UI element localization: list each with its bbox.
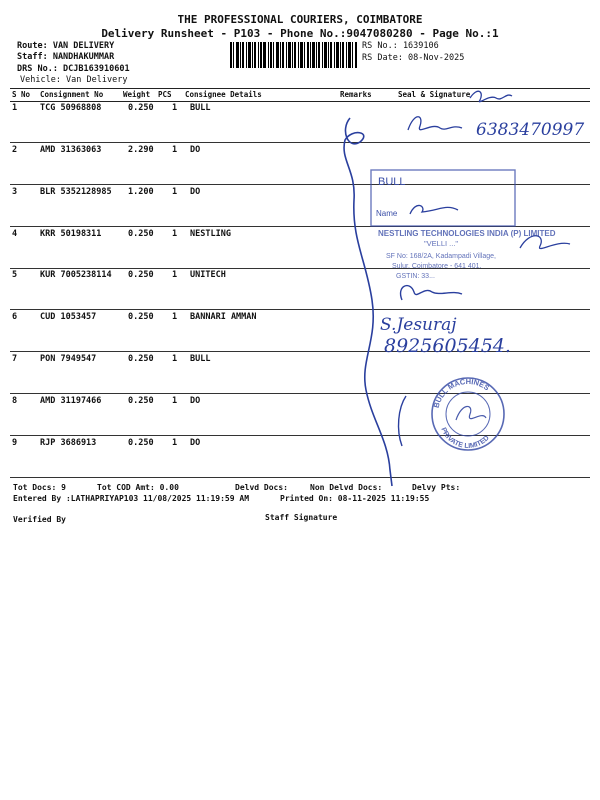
row-consignee: DO xyxy=(190,187,201,197)
phone-number-2: 8925605454. xyxy=(384,335,511,357)
drs-number: DRS No.: DCJB163910601 xyxy=(17,64,130,74)
table-row xyxy=(10,101,590,143)
staff-label: Staff: NANDHAKUMMAR xyxy=(17,52,115,62)
row-pcs: 1 xyxy=(172,187,178,197)
table-row xyxy=(10,227,590,269)
vehicle-label: Vehicle: Van Delivery xyxy=(20,75,128,85)
col-weight: Weight xyxy=(123,90,151,99)
row-weight: 0.250 xyxy=(128,396,154,406)
row-consignee: DO xyxy=(190,438,201,448)
phone-number-1: 6383470997 xyxy=(476,120,585,140)
row-sno: 3 xyxy=(12,187,18,197)
row-weight: 0.250 xyxy=(128,354,154,364)
nestling-company: NESTLING TECHNOLOGIES INDIA (P) LIMITED xyxy=(378,229,556,238)
row-weight: 0.250 xyxy=(128,270,154,280)
row-consignee: DO xyxy=(190,396,201,406)
seal-bottom-text: PRIVATE LIMITED xyxy=(439,426,491,451)
table-row xyxy=(10,268,590,310)
row-consignment: CUD 1053457 xyxy=(40,312,97,322)
row-consignment: RJP 3686913 xyxy=(40,438,97,448)
rs-date: RS Date: 08-Nov-2025 xyxy=(362,53,465,63)
printed-on: Printed On: 08-11-2025 11:19:55 xyxy=(280,494,430,503)
row-consignment: KRR 50198311 xyxy=(40,229,102,239)
col-consignment: Consignment No xyxy=(40,90,104,99)
receiver-name: S.Jesuraj xyxy=(380,315,457,335)
route-label: Route: VAN DELIVERY xyxy=(17,41,115,51)
table-header xyxy=(10,88,590,102)
row-pcs: 1 xyxy=(172,270,178,280)
row-sno: 2 xyxy=(12,145,18,155)
row-consignee: BULL xyxy=(190,354,211,364)
row-pcs: 1 xyxy=(172,229,178,239)
row-sno: 7 xyxy=(12,354,18,364)
row-sno: 1 xyxy=(12,103,18,113)
row-weight: 1.200 xyxy=(128,187,154,197)
nestling-address-1: SF No: 168/2A, Kadampadi Village, xyxy=(386,253,496,260)
delvy-pts: Delvy Pts: xyxy=(412,483,461,492)
runsheet-title: Delivery Runsheet - P103 - Phone No.:9047080280 - Page No.:1 xyxy=(101,27,499,40)
delvd-docs: Delvd Docs: xyxy=(235,483,288,492)
table-row xyxy=(10,394,590,436)
row-pcs: 1 xyxy=(172,145,178,155)
seal-top-text: BULL MACHINES xyxy=(431,376,492,409)
row-consignment: PON 7949547 xyxy=(40,354,97,364)
col-pcs: PCS xyxy=(158,90,172,99)
row-sno: 6 xyxy=(12,312,18,322)
row-pcs: 1 xyxy=(172,438,178,448)
col-seal-signature: Seal & Signature xyxy=(398,90,471,99)
nestling-gstin: GSTIN: 33... xyxy=(396,273,435,280)
table-row xyxy=(10,185,590,227)
row-pcs: 1 xyxy=(172,312,178,322)
nestling-address-2: Sulur, Coimbatore - 641 401. xyxy=(392,263,482,270)
row-weight: 0.250 xyxy=(128,229,154,239)
row-consignment: AMD 31363063 xyxy=(40,145,102,155)
row-pcs: 1 xyxy=(172,354,178,364)
tot-cod-amt: Tot COD Amt: 0.00 xyxy=(97,483,179,492)
row-pcs: 1 xyxy=(172,103,178,113)
barcode-image xyxy=(230,42,358,68)
col-consignee: Consignee Details xyxy=(185,90,262,99)
table-row xyxy=(10,352,590,394)
table-row xyxy=(10,310,590,352)
rs-number: RS No.: 1639106 xyxy=(362,41,439,51)
row-consignee: UNITECH xyxy=(190,270,226,280)
row-sno: 5 xyxy=(12,270,18,280)
row-consignment: BLR 5352128985 xyxy=(40,187,112,197)
table-row xyxy=(10,436,590,478)
bull-stamp-title: BULL xyxy=(378,176,406,188)
col-sno: S No xyxy=(12,90,31,99)
row-consignee: BULL xyxy=(190,103,211,113)
row-weight: 0.250 xyxy=(128,312,154,322)
row-consignment: KUR 7005238114 xyxy=(40,270,112,280)
verified-by: Verified By xyxy=(13,515,66,524)
entered-by: Entered By :LATHAPRIYAP103 11/08/2025 11:19:59 AM xyxy=(13,494,250,503)
row-consignment: AMD 31197466 xyxy=(40,396,102,406)
company-title: THE PROFESSIONAL COURIERS, COIMBATORE xyxy=(177,13,423,26)
non-delvd-docs: Non Delvd Docs: xyxy=(310,483,383,492)
bull-stamp-name: Name xyxy=(376,209,398,218)
row-sno: 9 xyxy=(12,438,18,448)
row-weight: 0.250 xyxy=(128,438,154,448)
staff-signature: Staff Signature xyxy=(265,513,338,522)
tot-docs: Tot Docs: 9 xyxy=(13,483,66,492)
row-consignee: BANNARI AMMAN xyxy=(190,312,257,322)
row-consignee: NESTLING xyxy=(190,229,231,239)
table-row xyxy=(10,143,590,185)
row-consignment: TCG 50968808 xyxy=(40,103,102,113)
col-remarks: Remarks xyxy=(340,90,372,99)
nestling-unit: "VELLI ..." xyxy=(424,239,459,248)
row-consignee: DO xyxy=(190,145,201,155)
row-weight: 2.290 xyxy=(128,145,154,155)
row-pcs: 1 xyxy=(172,396,178,406)
row-sno: 4 xyxy=(12,229,18,239)
row-weight: 0.250 xyxy=(128,103,154,113)
row-sno: 8 xyxy=(12,396,18,406)
